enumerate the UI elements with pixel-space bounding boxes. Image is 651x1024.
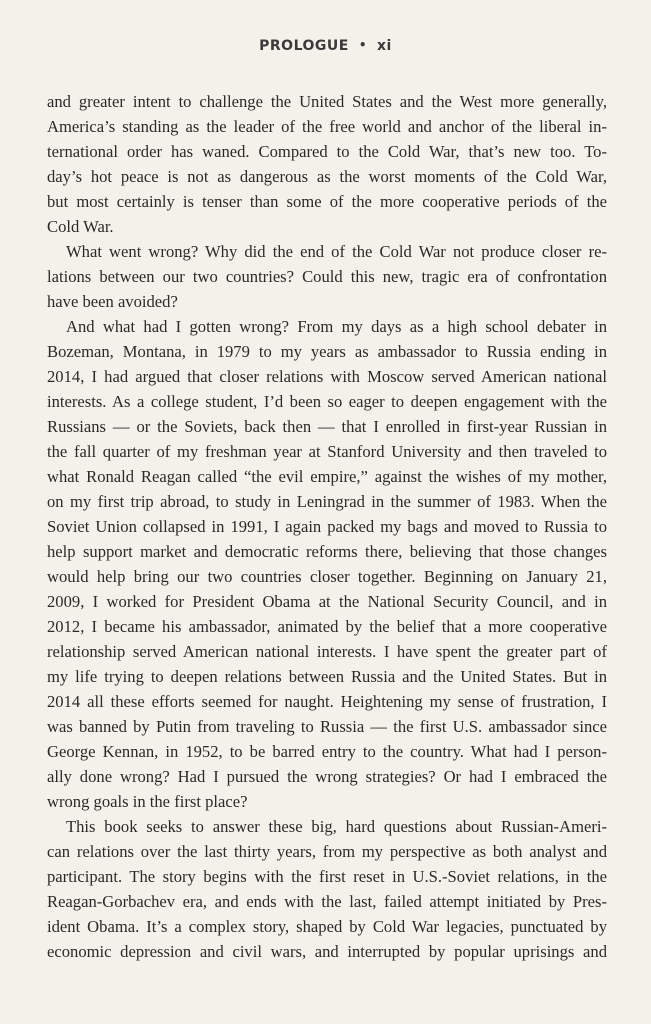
- text-line: economic depression and civil wars, and interrupted by popular uprisings and: [47, 942, 607, 961]
- text-line: Cold War.: [47, 217, 114, 236]
- text-line: And what had I gotten wrong? From my days as a high school debater in: [66, 317, 607, 336]
- text-line: help support market and democratic reforms there, believing that those changes: [47, 542, 607, 561]
- text-line: This book seeks to answer these big, hard questions about Russian-Ameri-: [66, 817, 607, 836]
- paragraph: [47, 89, 607, 239]
- text-line: ally done wrong? Had I pursued the wrong strategies? Or had I embraced the: [47, 767, 607, 786]
- text-line: what Ronald Reagan called “the evil empire,” against the wishes of my mother,: [47, 467, 607, 486]
- text-line: Bozeman, Montana, in 1979 to my years as ambassador to Russia ending in: [47, 342, 607, 361]
- text-line: can relations over the last thirty years, from my perspective as both analyst and: [47, 842, 607, 861]
- text-line: Russians — or the Soviets, back then — that I enrolled in first-year Russian in: [47, 417, 607, 436]
- text-line: George Kennan, in 1952, to be barred entry to the country. What had I person-: [47, 742, 607, 761]
- text-line: my life trying to deepen relations between Russia and the United States. But in: [47, 667, 607, 686]
- text-line: have been avoided?: [47, 292, 178, 311]
- text-line: ident Obama. It’s a complex story, shaped by Cold War legacies, punctuated by: [47, 917, 607, 936]
- text-line: 2014, I had argued that closer relations with Moscow served American national: [47, 367, 607, 386]
- text-line: was banned by Putin from traveling to Russia — the first U.S. ambassador since: [47, 717, 607, 736]
- running-head: [0, 38, 651, 54]
- text-line: but most certainly is tenser than some of the more cooperative periods of the: [47, 192, 607, 211]
- text-line: and greater intent to challenge the United States and the West more generally,: [47, 92, 607, 111]
- text-line: would help bring our two countries closer together. Beginning on January 21,: [47, 567, 607, 586]
- text-line: on my first trip abroad, to study in Leningrad in the summer of 1983. When the: [47, 492, 607, 511]
- page-number: xi: [377, 38, 392, 54]
- text-line: wrong goals in the first place?: [47, 792, 248, 811]
- paragraph: [47, 239, 607, 314]
- text-line: ternational order has waned. Compared to the Cold War, that’s new too. To-: [47, 142, 607, 161]
- text-line: the fall quarter of my freshman year at Stanford University and then traveled to: [47, 442, 607, 461]
- text-line: relationship served American national interests. I have spent the greater part of: [47, 642, 607, 661]
- text-line: 2012, I became his ambassador, animated by the belief that a more cooperative: [47, 617, 607, 636]
- body-text: [47, 89, 607, 964]
- text-line: What went wrong? Why did the end of the Cold War not produce closer re-: [66, 242, 607, 261]
- text-line: Soviet Union collapsed in 1991, I again packed my bags and moved to Russia to: [47, 517, 607, 536]
- text-line: participant. The story begins with the first reset in U.S.-Soviet relations, in the: [47, 867, 607, 886]
- text-line: 2009, I worked for President Obama at the National Security Council, and in: [47, 592, 607, 611]
- text-line: 2014 all these efforts seemed for naught. Heightening my sense of frustration, I: [47, 692, 607, 711]
- running-head-section: PROLOGUE: [259, 38, 349, 54]
- text-line: lations between our two countries? Could this new, tragic era of confrontation: [47, 267, 607, 286]
- text-line: Reagan-Gorbachev era, and ends with the last, failed attempt initiated by Pres-: [47, 892, 607, 911]
- text-line: interests. As a college student, I’d been so eager to deepen engagement with the: [47, 392, 607, 411]
- text-line: day’s hot peace is not as dangerous as the worst moments of the Cold War,: [47, 167, 607, 186]
- running-head-separator: •: [358, 38, 368, 52]
- text-line: America’s standing as the leader of the free world and anchor of the liberal in-: [47, 117, 607, 136]
- paragraph: [47, 314, 607, 814]
- paragraph: [47, 814, 607, 964]
